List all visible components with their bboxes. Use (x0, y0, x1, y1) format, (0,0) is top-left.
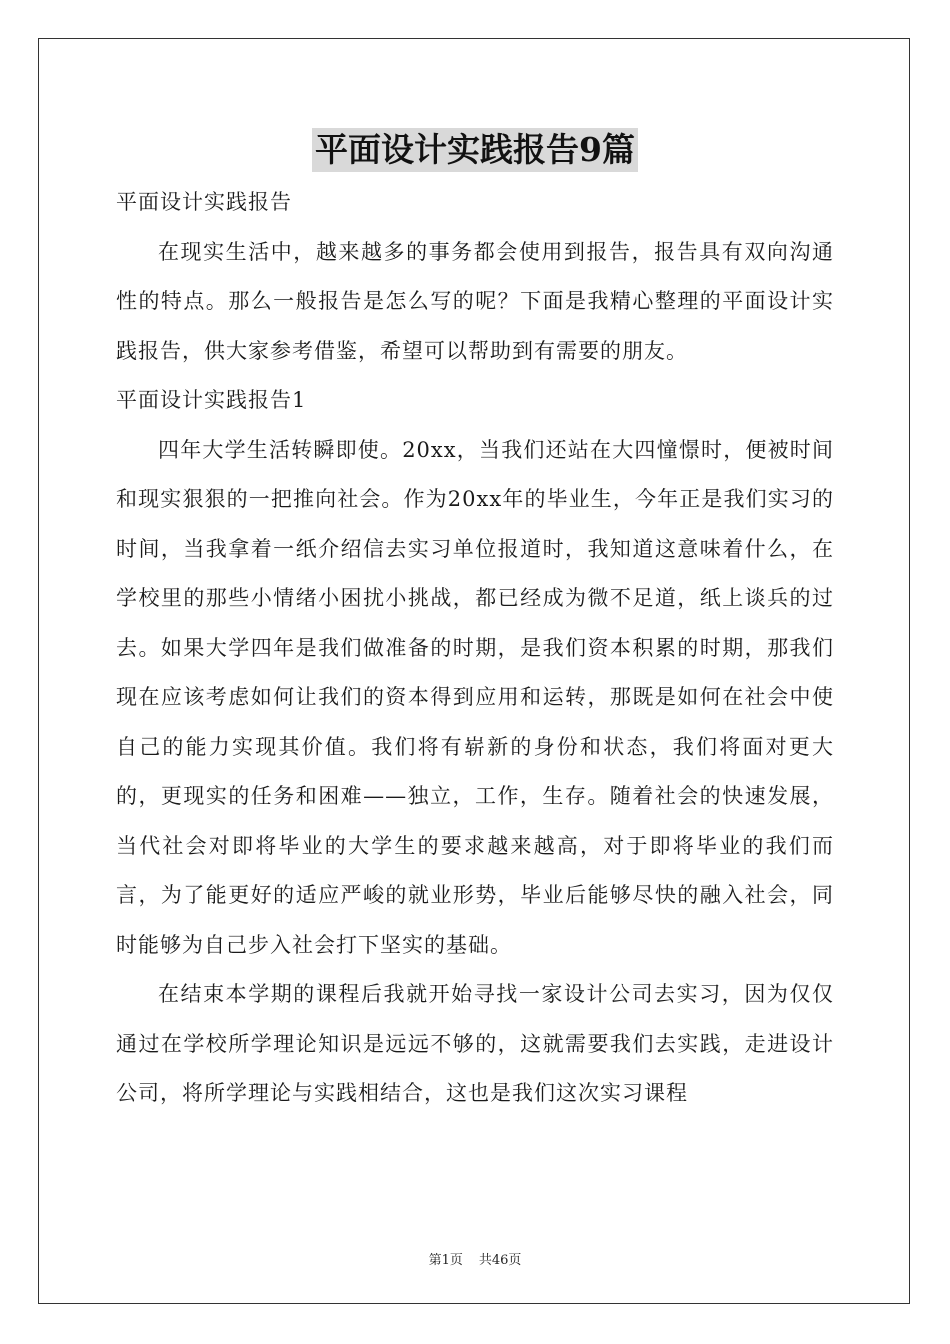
section-heading: 平面设计实践报告 (116, 190, 292, 214)
document-title: 平面设计实践报告9篇 (312, 128, 638, 172)
document-body (116, 178, 834, 1119)
intro-paragraph: 在现实生活中，越来越多的事务都会使用到报告，报告具有双向沟通性的特点。那么一般报告是怎么写的呢？下面是我精心整理的平面设计实践报告，供大家参考借鉴，希望可以帮助到有需要的朋友。 (116, 239, 834, 363)
body-paragraph: 四年大学生活转瞬即使。20xx，当我们还站在大四憧憬时，便被时间和现实狠狠的一把推向社会。作为20xx年的毕业生，今年正是我们实习的时间，当我拿着一纸介绍信去实习单位报道时，我知道这意味着什么，在学校里的那些小情绪小困扰小挑战，都已经成为微不足道，纸上谈兵的过去。如果大学四年是我们做准备的时期，是我们资本积累的时期，那我们现在应该考虑如何让我们的资本得到应用和运转，那既是如何在社会中使自己的能力实现其价值。我们将有崭新的身份和状态，我们将面对更大的，更现实的任务和困难——独立，工作，生存。随着社会的快速发展，当代社会对即将毕业的大学生的要求越来越高，对于即将毕业的我们而言，为了能更好的适应严峻的就业形势，毕业后能够尽快的融入社会，同时能够为自己步入社会打下坚实的基础。 (116, 437, 834, 957)
title-area (0, 128, 950, 172)
page-footer (0, 1249, 950, 1268)
section-heading-1: 平面设计实践报告1 (116, 388, 307, 412)
body-paragraph: 在结束本学期的课程后我就开始寻找一家设计公司去实习，因为仅仅通过在学校所学理论知识是远远不够的，这就需要我们去实践，走进设计公司，将所学理论与实践相结合，这也是我们这次实习课程 (116, 982, 834, 1105)
page-number: 第1页 (428, 1253, 463, 1268)
page-total: 共46页 (478, 1253, 522, 1268)
